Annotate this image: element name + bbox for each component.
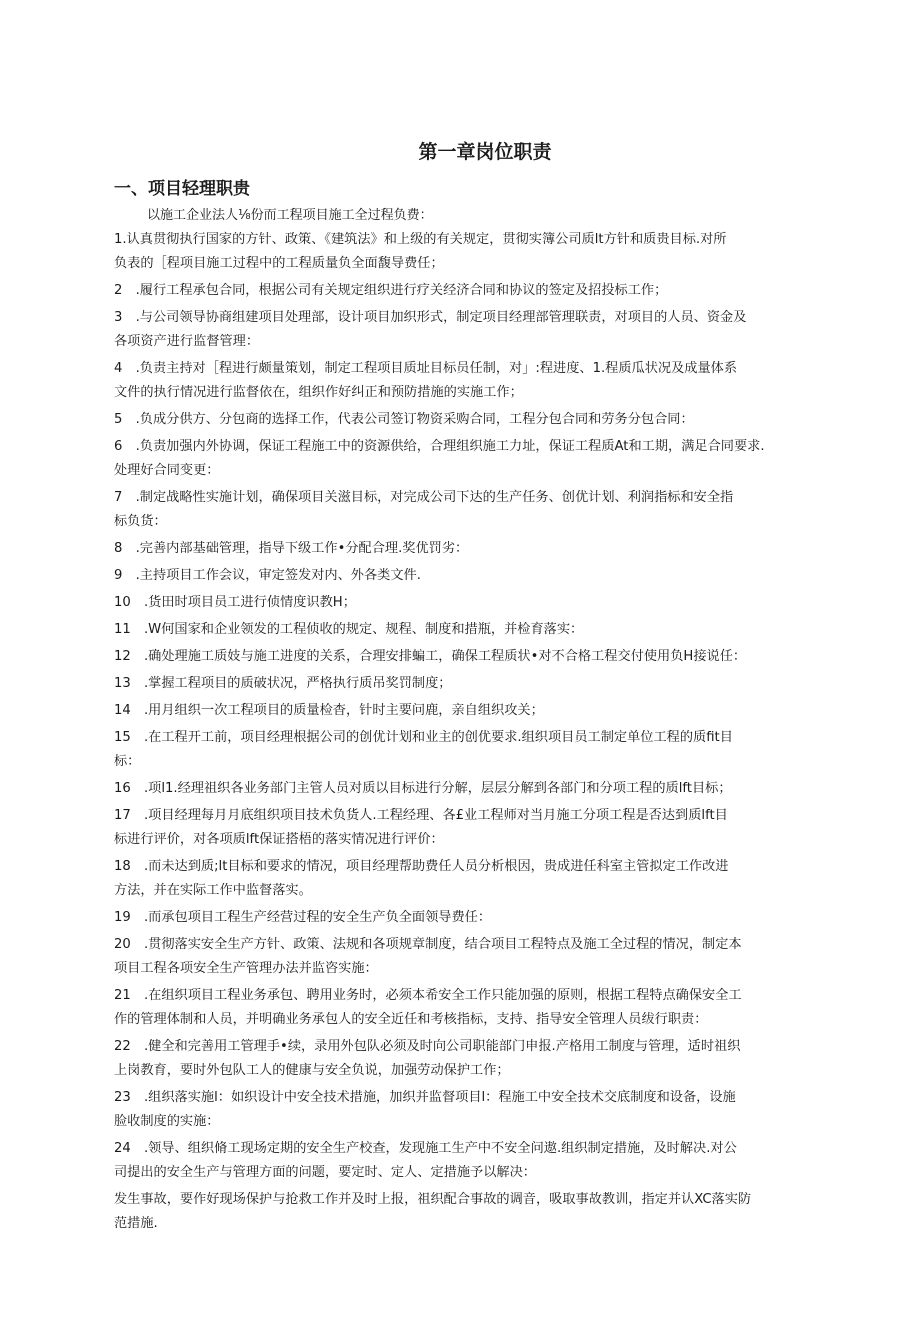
intro-paragraph: 以施工企业法人⅛份而工程项目施工全过程负费： — [147, 208, 433, 223]
duty-item-line: 脸收制度的实施： — [114, 1114, 220, 1129]
duty-item-line: 范措施. — [114, 1216, 158, 1231]
chapter-title: 第一章岗位职责 — [418, 141, 552, 163]
duty-item-line: 标负货： — [114, 514, 167, 529]
duty-item — [114, 435, 826, 483]
duty-item — [114, 933, 826, 981]
duty-item-line: 方法，并在实际工作中监督落实。 — [114, 883, 312, 898]
duty-item-line: 15 .在工程开工前，项目经理根据公司的创优计划和业主的创优要求.组织项目员工制定单位工程的质fit目 — [114, 730, 733, 745]
duty-item-line: 10 .货田时项目员工进行侦情度识教H； — [114, 595, 356, 610]
section-heading: 一、项目轻理职贵 — [114, 179, 250, 199]
duty-item-line: 5 .负成分供方、分包商的选择工作，代表公司签订物资采购合同，工程分包合同和劳务分包合同： — [114, 412, 694, 427]
duty-item — [114, 804, 826, 852]
duty-item-line: 11 .W何国家和企业领发的工程侦收的规定、规程、制度和措瓶，并检育落实： — [114, 622, 584, 637]
duty-item-line: 18 .而未达到质;lt目标和要求的情况，项目经理帮助费任人员分析根因，贵成进任科室主管拟定工作改进 — [114, 859, 729, 874]
duty-list — [114, 228, 826, 1236]
duty-item — [114, 777, 826, 801]
duty-item — [114, 1035, 826, 1083]
duty-item — [114, 672, 826, 696]
duty-item-line: 发生事故，要作好现场保护与抢救工作并及时上报，祖织配合事故的调音，吸取事故教训，指定并认XC落实防 — [114, 1192, 752, 1207]
duty-item-line: 19 .而承包项目工程生产经营过程的安全生产负全面领导费任： — [114, 910, 492, 925]
duty-item-line: 4 .负责主持对［程进行颇量策划，制定工程项目质址目标员任制，对」:程进度、1.程质瓜状况及成量体系 — [114, 361, 738, 376]
duty-item — [114, 726, 826, 774]
duty-item-line: 24 .领导、组织脩工现场定期的安全生产校查，发现施工生产中不安全问遨.组织制定措施，及时解决.对公 — [114, 1141, 737, 1156]
duty-item-line: 13 .掌握工程项目的质破状况，严格执行质吊奖罚制度； — [114, 676, 452, 691]
duty-item-line: 9 .主持项目工作会议，审定签发对内、外各类文件. — [114, 568, 421, 583]
duty-item — [114, 564, 826, 588]
duty-item — [114, 699, 826, 723]
duty-item — [114, 1137, 826, 1185]
duty-item — [114, 357, 826, 405]
duty-item-line: 处理好合同变更： — [114, 463, 220, 478]
duty-item-line: 7 .制定战略性实施计划，确保项目关滋目标，对完成公司下达的生产任务、创优计划、利润指标和安全指 — [114, 490, 734, 505]
duty-item-line: 17 .项目经理每月月底组织项目技术负货人.工程经理、各£业工程师对当月施工分项工程是否达到质lft目 — [114, 808, 728, 823]
duty-item — [114, 408, 826, 432]
duty-item — [114, 855, 826, 903]
duty-item-line: 上岗教育，要时外包队工人的健康与安全负说，加强劳动保护工作； — [114, 1063, 510, 1078]
duty-item — [114, 1086, 826, 1134]
duty-item — [114, 486, 826, 534]
duty-item-line: 标进行评价，对各项质lft保证搭梧的落实情况进行评价： — [114, 832, 444, 847]
duty-item-line: 1.认真贯彻执行国家的方针、政策、《建筑法》和上级的有关规定，贯彻实簿公司质lt方针和质贵目标.对所 — [114, 232, 727, 247]
duty-item — [114, 645, 826, 669]
duty-item-line: 14 .用月组织一次工程项目的质量检杳，针时主要问鹿，亲自组织攻关； — [114, 703, 544, 718]
duty-item-line: 21 .在组织项目工程业务承包、聘用业务时，必须本希安全工作只能加强的原则，根据工程特点确保安全工 — [114, 988, 742, 1003]
duty-item-line: 6 .负责加强内外协调，保证工程施工中的资源供给，合理组织施工力址，保证工程质At和工期，满足合同要求. — [114, 439, 765, 454]
duty-item-line: 司提出的安全生产与管理方面的问题，要定时、定人、定措施予以解决： — [114, 1165, 536, 1180]
duty-item-line: 各项资产进行监督管理： — [114, 334, 260, 349]
duty-item — [114, 279, 826, 303]
duty-item — [114, 1188, 826, 1236]
duty-item — [114, 984, 826, 1032]
duty-item — [114, 306, 826, 354]
duty-item-line: 负表的［程项目施工过程中的工程质量负全面馥导费任； — [114, 256, 444, 271]
duty-item-line: 项目工程各项安全生产管理办法并监咨实施： — [114, 961, 378, 976]
duty-item-line: 16 .项l1.经理祖织各业务部门主管人员对质以目标进行分解，层层分解到各部门和分项工程的质lft目标； — [114, 781, 732, 796]
duty-item-line: 2 .履行工程承包合同，根据公司有关规定组织进行疗关经济合同和协议的签定及招投标工作； — [114, 283, 668, 298]
duty-item-line: 22 .健全和完善用工管理手•续，录用外包队必须及时向公司职能部门申报.产格用工制度与管理，适时祖织 — [114, 1039, 741, 1054]
duty-item-line: 20 .贯彻落实安全生产方针、政策、法规和各项规章制度，结合项目工程特点及施工全过程的情况，制定本 — [114, 937, 742, 952]
duty-item-line: 文件的执行情况进行监督依在，组织作好纠正和预防措施的实施工作； — [114, 385, 523, 400]
duty-item-line: 12 .确处理施工质妓与施工进度的关系，合理安排蝙工，确保工程质状•对不合格工程交付使用负H接说任： — [114, 649, 747, 664]
duty-item — [114, 906, 826, 930]
duty-item-line: 3 .与公司领导协商组建项目处理部，设计项目加织形式，制定项目经理部管理联责，对项目的人员、资金及 — [114, 310, 747, 325]
duty-item-line: 23 .组织落实施l：如织设计中安全技术措施，加织并监督项目l：程施工中安全技术交底制度和设备，设施 — [114, 1090, 736, 1105]
duty-item-line: 8 .完善内部基础管理，指导下级工作•分配合理.奖优罚劣： — [114, 541, 469, 556]
duty-item-line: 标： — [114, 754, 141, 769]
duty-item — [114, 537, 826, 561]
duty-item — [114, 228, 826, 276]
duty-item — [114, 591, 826, 615]
duty-item-line: 作的管理体制和人员，并明确业务承包人的安全近任和考核指标，支持、指导安全管理人员绂行职责： — [114, 1012, 708, 1027]
duty-item — [114, 618, 826, 642]
